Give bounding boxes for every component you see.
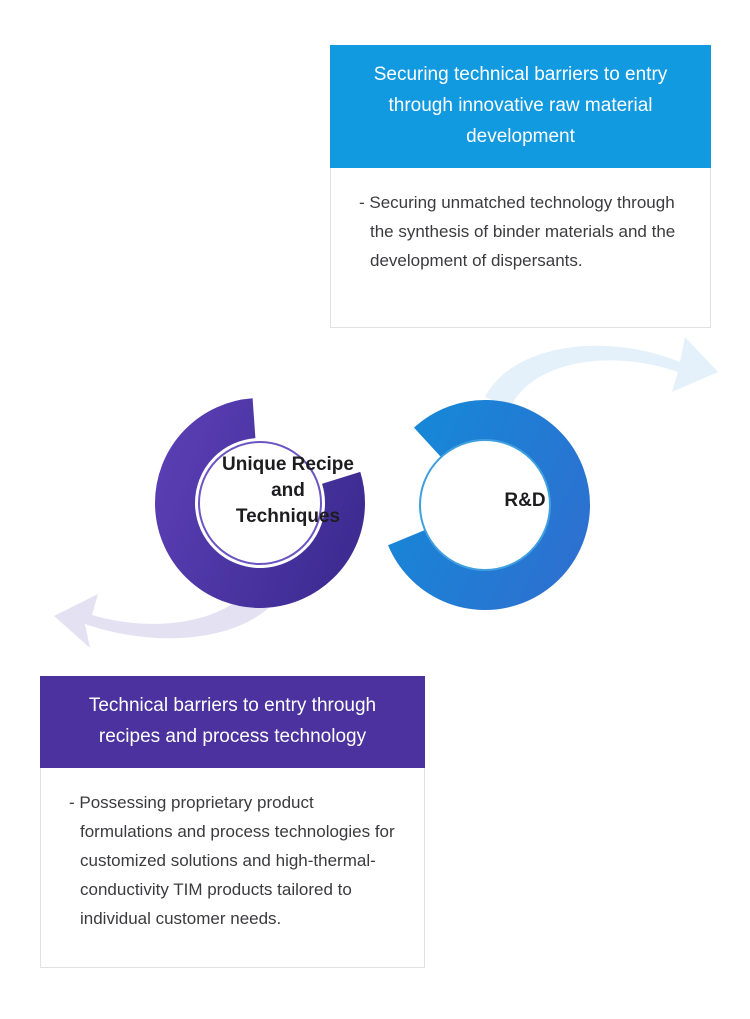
diagram-graphic [40,330,720,670]
background-arrows [54,337,718,648]
card-recipe-process-text: - Possessing proprietary product formulations and process technologies for customized solutions and high-thermal-conductivity TIM products tailored to individual customer needs. [69,793,395,928]
card-raw-material-body [330,168,711,328]
card-recipe-process [40,676,425,968]
card-raw-material [330,45,711,328]
card-raw-material-header: Securing technical barriers to entry through innovative raw material development [330,45,711,168]
card-recipe-process-header: Technical barriers to entry through recipes and process technology [40,676,425,768]
infinity-loop-diagram [40,330,720,670]
card-raw-material-text: - Securing unmatched technology through the synthesis of binder materials and the development of dispersants. [359,193,676,270]
left-circle-label: Unique Recipe and Techniques [222,454,354,527]
card-recipe-process-body [40,768,425,968]
right-circle-label: R&D [504,490,546,511]
